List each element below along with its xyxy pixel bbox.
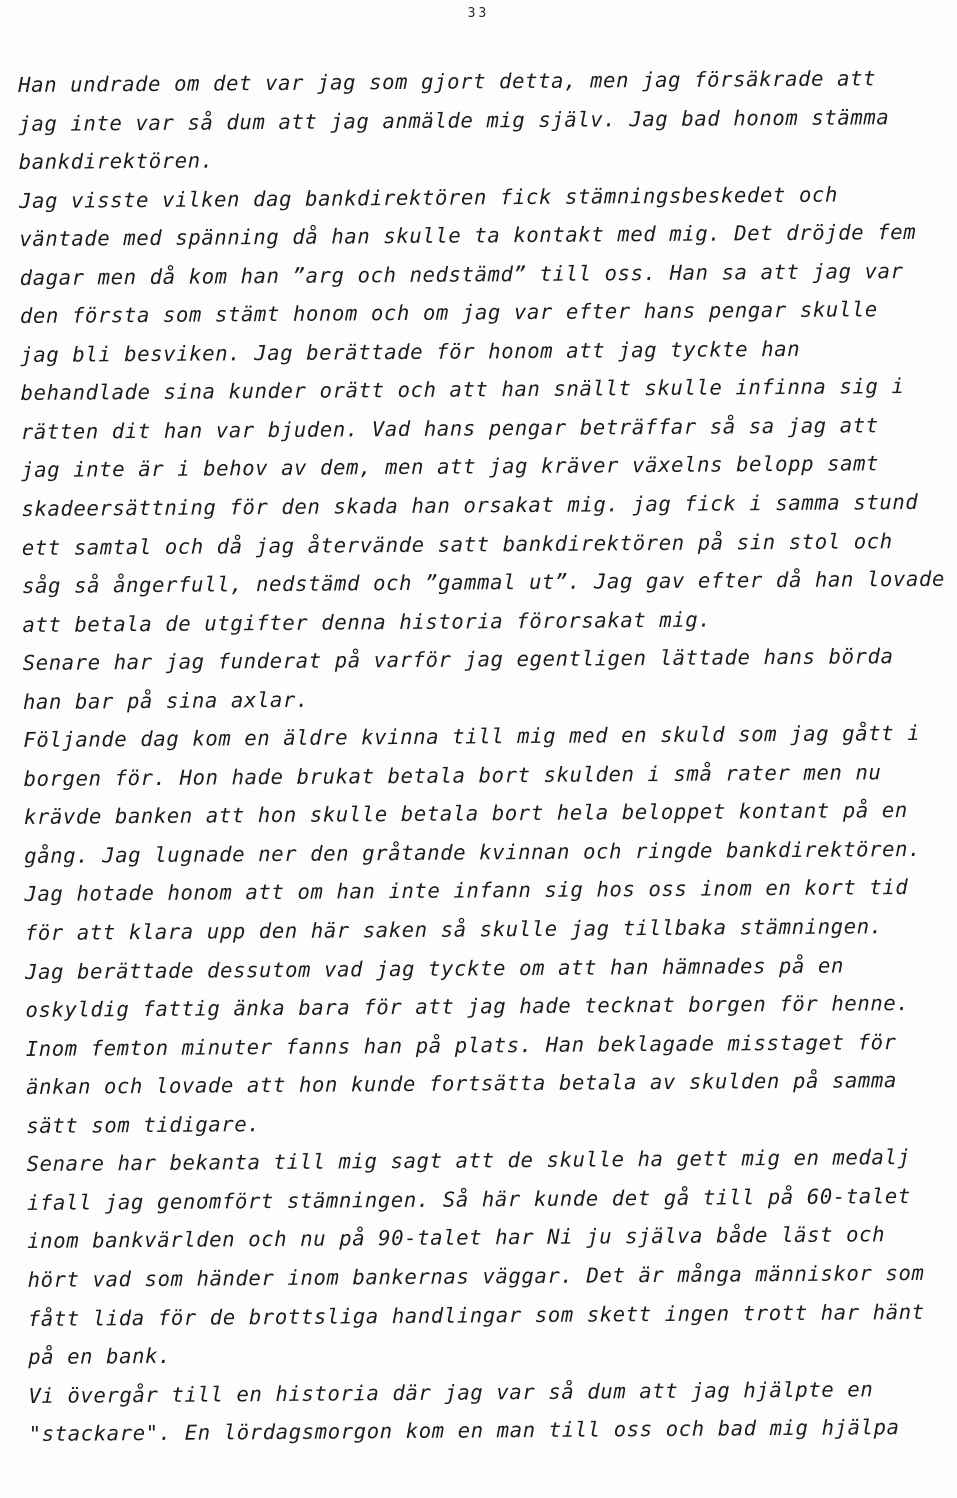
text-line: rätten dit han var bjuden. Vad hans pengar beträffar så sa jag att [20,413,879,444]
text-line: den första som stämt honom och om jag var efter hans pengar skulle [19,297,878,329]
text-line: Vi övergår till en historia där jag var så dum att jag hjälpte en [28,1376,874,1408]
text-line: jag inte är i behov av dem, men att jag kräver växelns belopp samt [21,451,880,483]
text-line: ifall jag genomfört stämningen. Så här kunde det gå till på 60-talet [26,1183,911,1215]
text-line: Inom femton minuter fanns han på plats. Han beklagade misstaget för [25,1029,897,1061]
text-line: ett samtal och då jag återvände satt bankdirektören på sin stol och [21,528,893,560]
text-line: Följande dag kom en äldre kvinna till mig med en skuld som jag gått i [23,721,921,753]
text-line: jag bli besviken. Jag berättade för honom att jag tyckte han [20,336,801,367]
text-line: oskyldig fattig änka bara för att jag hade tecknat borgen för henne. [25,991,910,1023]
text-line: Han undrade om det var jag som gjort detta, men jag försäkrade att [18,66,877,97]
page-number: 33 [467,6,490,21]
text-line: inom bankvärlden och nu på 90-talet har Ni ju själva både läst och [27,1222,886,1254]
text-line: jag inte var så dum att jag anmälde mig själv. Jag bad honom stämma [18,104,890,136]
text-line: Senare har jag funderat på varför jag egentligen lättade hans börda [22,644,894,676]
text-line: fått lida för de brottsliga handlingar som skett ingen trott har hänt [27,1299,925,1331]
text-line: borgen för. Hon hade brukat betala bort skulden i små rater men nu [23,760,882,791]
text-line: skadeersättning för den skada han orsakat mig. jag fick i samma stund [21,489,919,522]
text-line: hört vad som händer inom bankernas väggar. Det är många människor som [27,1260,925,1292]
text-line: dagar men då kom han ”arg och nedstämd” till oss. Han sa att jag var [19,258,904,290]
body-text [18,59,954,1454]
text-line: änkan och lovade att hon kunde fortsätta betala av skulden på samma [25,1068,897,1100]
text-line: han bar på sina axlar. [22,687,310,714]
text-line: behandlade sina kunder orätt och att han snällt skulle infinna sig i [20,374,905,406]
text-line: Senare har bekanta till mig sagt att de skulle ha gett mig en medalj [26,1145,911,1177]
text-line: såg så ångerfull, nedstämd och ”gammal ut”. Jag gav efter då han lovade [21,566,946,599]
text-line: för att klara upp den här saken så skulle jag tillbaka stämningen. [24,914,883,946]
text-line: väntade med spänning då han skulle ta kontakt med mig. Det dröjde fem [19,220,917,252]
text-line: krävde banken att hon skulle betala bort hela beloppet kontant på en [23,798,908,830]
text-line: på en bank. [28,1343,172,1370]
text-line: "stackare". En lördagsmorgon kom en man till oss och bad mig hjälpa [28,1415,900,1447]
text-line: Jag visste vilken dag bankdirektören fick stämningsbeskedet och [18,182,839,213]
text-line: Jag berättade dessutom vad jag tyckte om att han hämnades på en [25,953,845,984]
text-line: att betala de utgifter denna historia förorsakat mig. [22,607,712,637]
text-line: sätt som tidigare. [26,1111,261,1138]
text-line: Jag hotade honom att om han inte infann sig hos oss inom en kort tid [24,875,909,907]
text-line: bankdirektören. [18,148,214,175]
text-line: gång. Jag lugnade ner den gråtande kvinnan och ringde bankdirektören. [24,836,922,868]
